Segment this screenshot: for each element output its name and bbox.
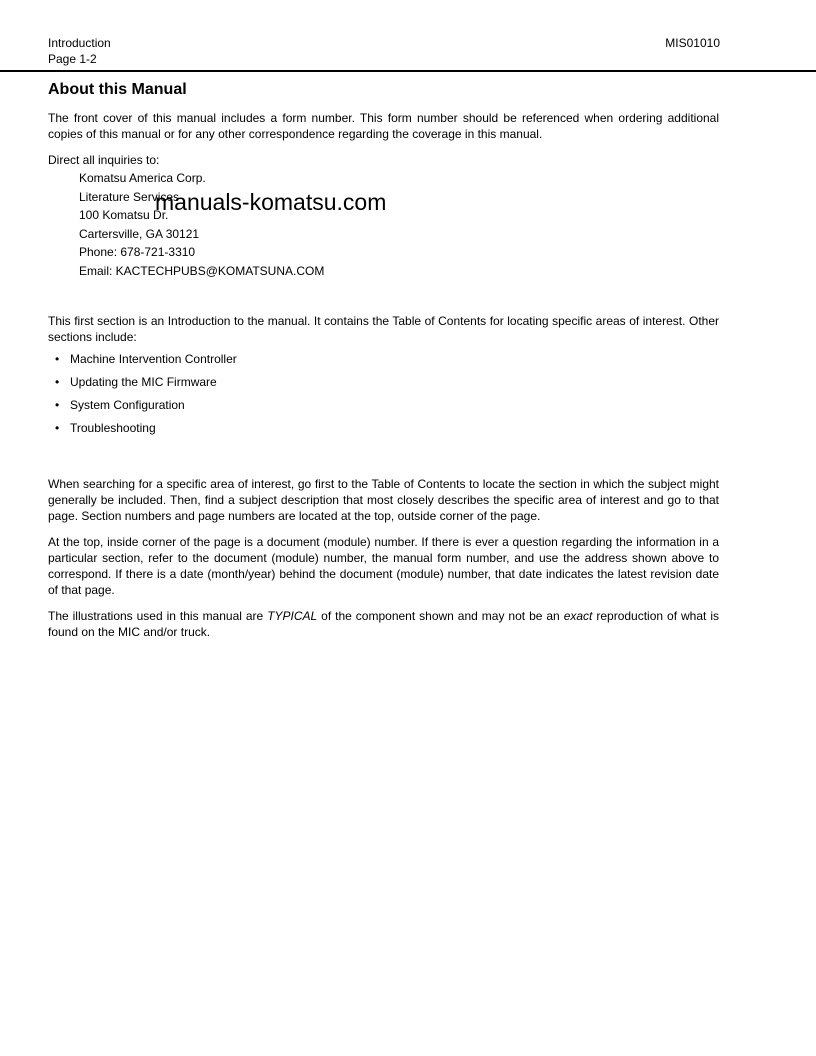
illustrations-exact: exact — [563, 609, 593, 623]
illustrations-text-3: reproduction of what is found on the MIC and/or truck. — [48, 609, 719, 639]
bullet-icon: • — [55, 398, 60, 412]
paragraph-document-number: At the top, inside corner of the page is a document (module) number. If there is ever a question regarding the information in a particular section, refer to the document (module) number, the manual form number, and use the address shown above to correspond. If there is a date (month/year) behind the document (module) number, that date indicates the latest revision date of that page. — [48, 535, 719, 597]
list-item — [48, 374, 719, 390]
address-street: 100 Komatsu Dr. — [79, 208, 169, 222]
spacer — [48, 280, 719, 313]
bullet-icon: • — [55, 421, 60, 435]
list-item — [48, 351, 719, 367]
page-title: About this Manual — [48, 81, 187, 98]
list-item — [48, 420, 719, 436]
address-email: Email: KACTECHPUBS@KOMATSUNA.COM — [79, 263, 325, 278]
address-phone: Phone: 678-721-3310 — [79, 245, 196, 259]
illustrations-text-2: of the component shown and may not be an — [317, 609, 564, 623]
list-item — [48, 397, 719, 413]
section-list — [48, 351, 719, 436]
list-item-label: Troubleshooting — [70, 421, 156, 435]
list-item-label: System Configuration — [70, 398, 185, 412]
illustrations-text-1: The illustrations used in this manual are — [48, 609, 268, 623]
header-doc-number: MIS01010 — [665, 36, 720, 50]
bullet-icon: • — [55, 375, 60, 389]
mailing-address — [79, 169, 719, 280]
page-content — [48, 80, 719, 650]
spacer — [48, 443, 719, 476]
address-city: Cartersville, GA 30121 — [79, 226, 200, 241]
paragraph-sections: This first section is an Introduction to the manual. It contains the Table of Contents for locating specific areas of interest. Other sections include: — [48, 314, 719, 344]
address-company: Komatsu America Corp. — [79, 171, 206, 185]
bullet-icon: • — [55, 352, 60, 366]
watermark: manuals-komatsu.com — [155, 189, 387, 215]
inquiries-intro: Direct all inquiries to: — [48, 153, 160, 167]
paragraph-illustrations — [48, 608, 719, 640]
list-item-label: Updating the MIC Firmware — [70, 375, 217, 389]
paragraph-search: When searching for a specific area of interest, go first to the Table of Contents to locate the section in which the subject might generally be included. Then, find a subject description that most closely describes the specific area of interest and go to that page. Section numbers and page numbers are located at the top, outside corner of the page. — [48, 477, 719, 523]
header-page-number: Page 1-2 — [48, 52, 97, 66]
header-section-title: Introduction — [48, 36, 111, 50]
address-department: Literature Services — [79, 189, 180, 204]
list-item-label: Machine Intervention Controller — [70, 352, 237, 366]
header-rule — [0, 70, 816, 72]
illustrations-typical: TYPICAL — [267, 609, 318, 623]
paragraph-form-number: The front cover of this manual includes a form number. This form number should be referenced when ordering additional copies of this manual or for any other correspondence regarding the coverage in this manual. — [48, 111, 719, 141]
page-header-left — [48, 35, 111, 67]
